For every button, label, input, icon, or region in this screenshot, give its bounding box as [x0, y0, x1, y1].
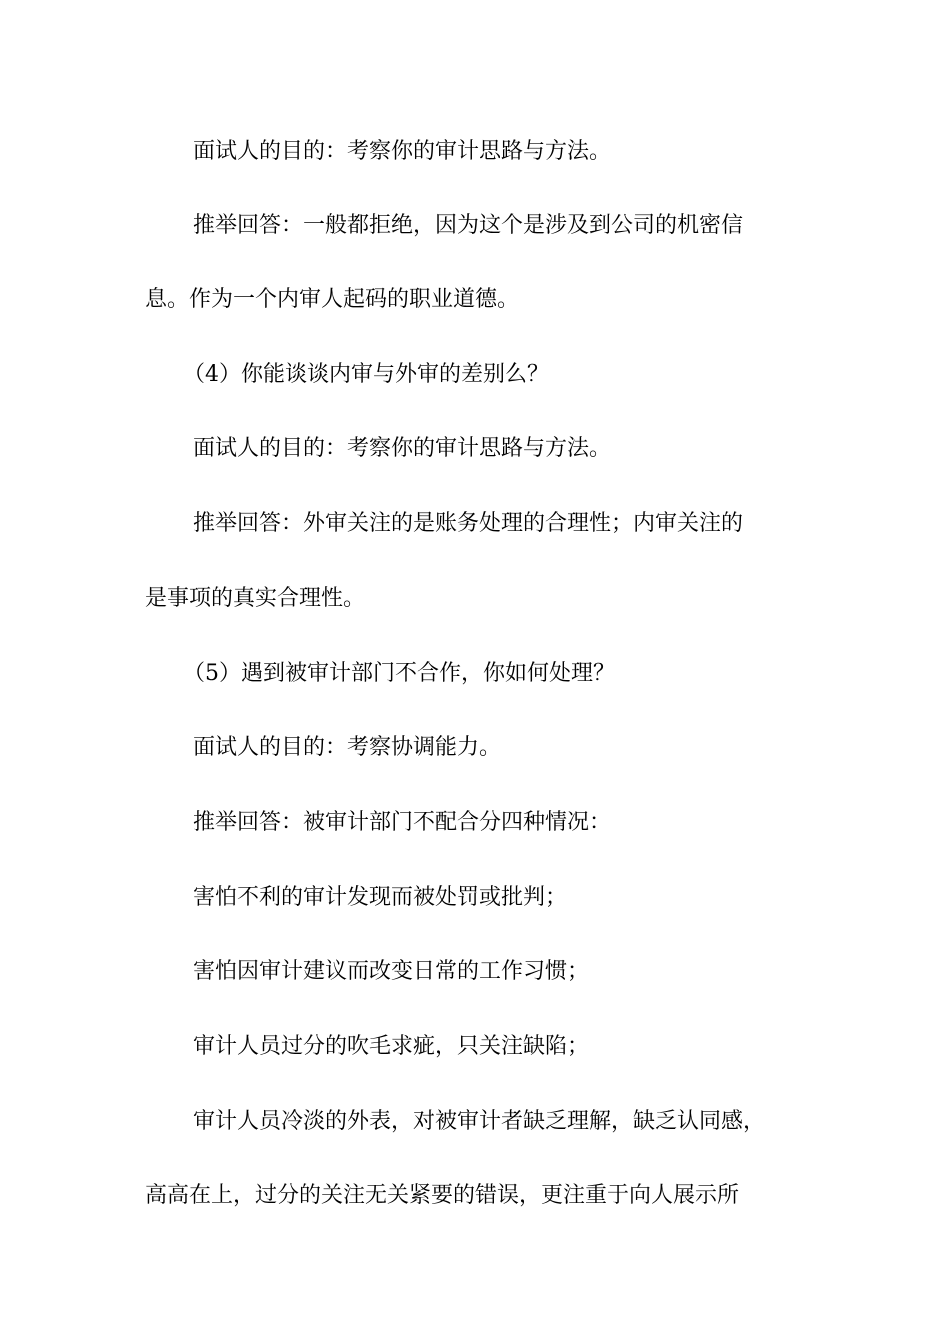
paragraph-line-10: 推举回答：被审计部门不配合分四种情况：: [193, 810, 612, 835]
list-line-2: 害怕因审计建议而改变日常的工作习惯；: [193, 959, 590, 984]
list-line-4: 审计人员冷淡的外表，对被审计者缺乏理解，缺乏认同感，: [193, 1109, 766, 1134]
paragraph-line-1: 面试人的目的：考察你的审计思路与方法。: [193, 139, 612, 164]
question-heading-4: （4）你能谈谈内审与外审的差别么？: [183, 362, 549, 387]
paragraph-line-9: 面试人的目的：考察协调能力。: [193, 735, 502, 760]
question-heading-5: （5）遇到被审计部门不合作，你如何处理？: [183, 661, 615, 686]
paragraph-line-3: 息。作为一个内审人起码的职业道德。: [145, 287, 520, 312]
paragraph-line-6: 推举回答：外审关注的是账务处理的合理性；内审关注的: [193, 511, 744, 536]
paragraph-line-15: 高高在上，过分的关注无关紧要的错误，更注重于向人展示所: [145, 1183, 740, 1208]
paragraph-line-5: 面试人的目的：考察你的审计思路与方法。: [193, 436, 612, 461]
paragraph-line-7: 是事项的真实合理性。: [145, 586, 366, 611]
list-line-3: 审计人员过分的吹毛求疵，只关注缺陷；: [193, 1034, 590, 1059]
list-line-1: 害怕不利的审计发现而被处罚或批判；: [193, 885, 568, 910]
paragraph-line-2: 推举回答：一般都拒绝，因为这个是涉及到公司的机密信: [193, 213, 744, 238]
